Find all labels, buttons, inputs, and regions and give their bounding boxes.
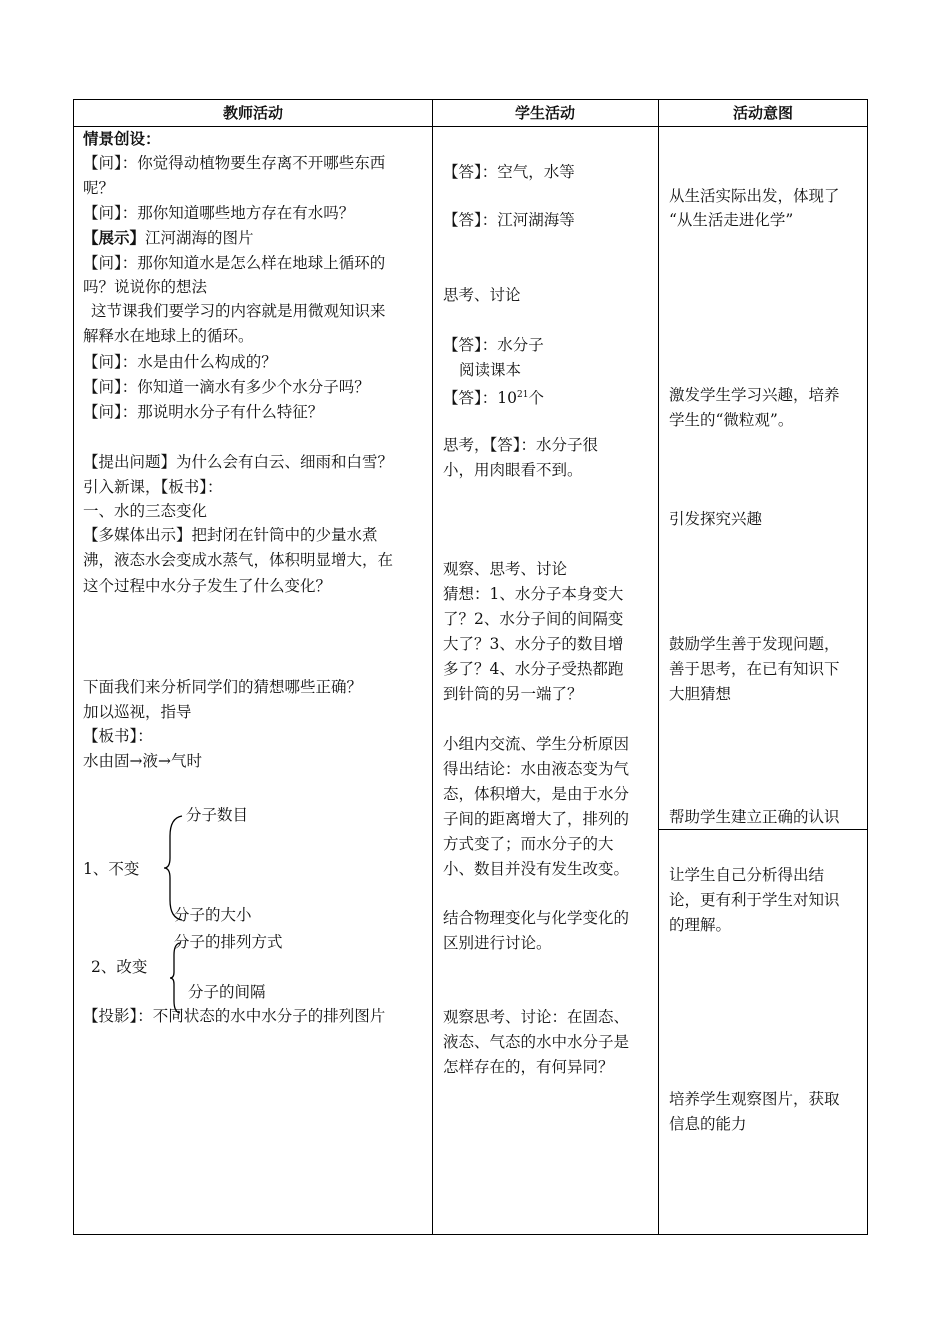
board-molecule-count: 分子数目 — [186, 806, 249, 824]
student-line: 【答】：江河湖海等 — [443, 211, 575, 229]
purpose-line: 信息的能力 — [669, 1115, 747, 1133]
student-line: 【答】：水分子 — [443, 336, 544, 354]
teacher-line: 水由固→液→气时 — [83, 752, 202, 770]
purpose-line: 帮助学生建立正确的认识 — [669, 808, 840, 826]
board-arrangement: 分子的排列方式 — [174, 933, 283, 951]
teacher-line: 这个过程中水分子发生了什么变化？ — [83, 577, 332, 595]
header-activity-purpose: 活动意图 — [732, 104, 793, 122]
header-student-activity: 学生活动 — [514, 104, 575, 122]
teacher-line: 沸，液态水会变成水蒸气，体积明显增大，在 — [83, 551, 394, 569]
student-line: 方式变了；而水分子的大 — [443, 835, 614, 853]
teacher-line: 情景创设： — [83, 130, 161, 148]
answer-suffix: 个 — [528, 389, 544, 408]
student-line: 子间的距离增大了，排列的 — [443, 810, 630, 828]
student-line: 观察、思考、讨论 — [443, 560, 568, 578]
teacher-line: 呢？ — [83, 179, 115, 197]
student-line: 猜想：1、水分子本身变大 — [443, 585, 624, 603]
purpose-line: 让学生自己分析得出结 — [669, 866, 825, 884]
teacher-line: 吗？说说你的想法 — [83, 278, 208, 296]
student-line: 阅读课本 — [459, 361, 522, 379]
student-line: 【答】：空气，水等 — [443, 163, 575, 181]
teacher-line: 【问】：你知道一滴水有多少个水分子吗？ — [83, 378, 370, 396]
column-divider — [432, 100, 433, 1234]
board-molecule-size: 分子的大小 — [174, 906, 252, 924]
teacher-line: 一、水的三态变化 — [83, 502, 208, 520]
student-line: 多了？4、水分子受热都跑 — [443, 660, 624, 678]
header-divider — [74, 126, 867, 127]
purpose-line: 激发学生学习兴趣，培养 — [669, 386, 840, 404]
teacher-line: 【多媒体出示】把封闭在针筒中的少量水煮 — [83, 526, 378, 544]
board-unchanged: 1、不变 — [83, 860, 140, 878]
student-line: 区别进行讨论。 — [443, 934, 552, 952]
purpose-line: 论，更有利于学生对知识 — [669, 891, 840, 909]
lesson-table — [73, 99, 868, 1235]
student-line: 怎样存在的，有何异同？ — [443, 1058, 614, 1076]
purpose-line: 培养学生观察图片，获取 — [669, 1090, 840, 1108]
teacher-line: 这节课我们要学习的内容就是用微观知识来 — [91, 302, 386, 320]
board-spacing: 分子的间隔 — [188, 983, 266, 1001]
student-line — [443, 385, 544, 408]
exponent: 21 — [516, 390, 529, 400]
teacher-line: 【板书】： — [83, 727, 153, 745]
display-text: 江河湖海的图片 — [145, 229, 254, 247]
student-line: 大了？3、水分子的数目增 — [443, 635, 624, 653]
teacher-line: 【提出问题】为什么会有白云、细雨和白雪？ — [83, 453, 394, 471]
teacher-line: 【问】：那你知道哪些地方存在有水吗？ — [83, 204, 355, 222]
student-line: 小、数目并没有发生改变。 — [443, 860, 630, 878]
purpose-line: 引发探究兴趣 — [669, 510, 763, 528]
teacher-line — [83, 228, 254, 248]
student-line: 小，用肉眼看不到。 — [443, 461, 583, 479]
answer-prefix: 【答】：10 — [443, 389, 517, 408]
teacher-line: 加以巡视，指导 — [83, 703, 192, 721]
teacher-line: 【问】：那说明水分子有什么特征？ — [83, 403, 324, 421]
purpose-line: “从生活走进化学” — [669, 211, 794, 229]
student-line: 态，体积增大，是由于水分 — [443, 785, 630, 803]
purpose-line: 的理解。 — [669, 916, 732, 934]
purpose-line: 大胆猜想 — [669, 685, 732, 703]
teacher-line: 【问】：那你知道水是怎么样在地球上循环的 — [83, 254, 386, 272]
board-changed: 2、改变 — [91, 958, 148, 976]
teacher-line: 【投影】：不同状态的水中水分子的排列图片 — [83, 1007, 386, 1025]
teacher-line: 下面我们来分析同学们的猜想哪些正确？ — [83, 678, 363, 696]
teacher-line: 【问】：水是由什么构成的？ — [83, 353, 277, 371]
student-line: 思考，【答】：水分子很 — [443, 436, 599, 454]
teacher-line: 引入新课，【板书】： — [83, 478, 223, 496]
student-line: 了？2、水分子间的间隔变 — [443, 610, 624, 628]
student-line: 液态、气态的水中水分子是 — [443, 1033, 630, 1051]
student-line: 结合物理变化与化学变化的 — [443, 909, 630, 927]
purpose-divider — [658, 829, 867, 830]
header-teacher-activity: 教师活动 — [222, 104, 283, 122]
purpose-line: 从生活实际出发，体现了 — [669, 187, 840, 205]
student-line: 思考、讨论 — [443, 286, 521, 304]
student-line: 到针筒的另一端了？ — [443, 685, 583, 703]
student-line: 小组内交流、学生分析原因 — [443, 735, 630, 753]
purpose-line: 善于思考，在已有知识下 — [669, 660, 840, 678]
student-line: 得出结论：水由液态变为气 — [443, 760, 630, 778]
display-tag: 【展示】 — [83, 229, 146, 247]
student-line: 观察思考、讨论：在固态、 — [443, 1008, 630, 1026]
purpose-line: 鼓励学生善于发现问题， — [669, 635, 840, 653]
column-divider — [658, 100, 659, 1234]
curly-brace-icon — [168, 941, 182, 1015]
teacher-line: 解释水在地球上的循环。 — [83, 327, 254, 345]
purpose-line: 学生的“微粒观”。 — [669, 411, 794, 429]
teacher-line: 【问】：你觉得动植物要生存离不开哪些东西 — [83, 154, 386, 172]
